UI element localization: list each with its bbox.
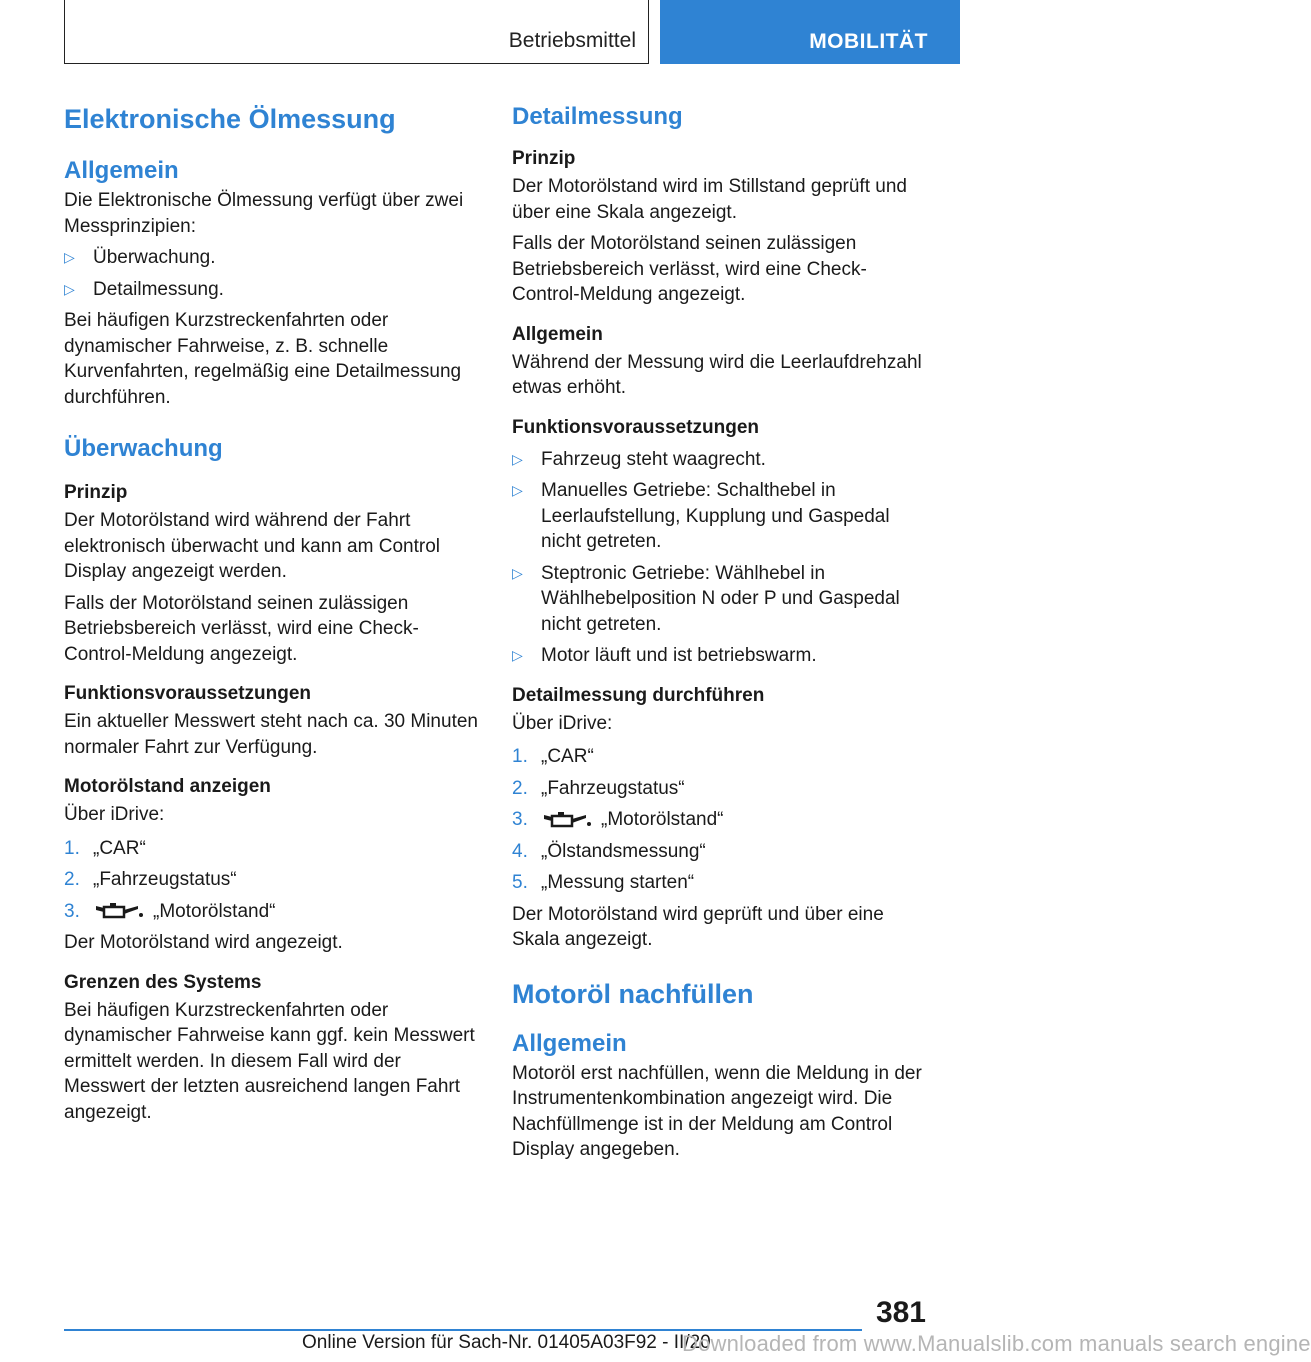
list-steps bbox=[64, 836, 480, 925]
triangle-bullet-icon: ▷ bbox=[512, 482, 523, 498]
title-elektronische-oelmessung: Elektronische Ölmessung bbox=[64, 104, 396, 134]
paragraph-leerlauf: Während der Messung wird die Leerlaufdrehzahl etwas erhöht. bbox=[512, 351, 922, 398]
heading-prinzip: Prinzip bbox=[512, 148, 576, 169]
paragraph-funktion: Ein aktueller Messwert steht nach ca. 30 Minuten normaler Fahrt zur Verfügung. bbox=[64, 711, 478, 758]
list-item: ▷ Überwachung. bbox=[64, 245, 480, 271]
paragraph-grenzen: Bei häufigen Kurzstreckenfahrten oder dynamischer Fahrweise kann ggf. kein Messwert ermittelt werden. In diesem Fall wird der Messwert der letzten ausreichend langen Fahrt angezeigt. bbox=[64, 999, 475, 1123]
list-item: 2. „Fahrzeugstatus“ bbox=[64, 869, 237, 890]
list-item: 4. „Ölstandsmessung“ bbox=[512, 840, 706, 862]
watermark-text: Downloaded from www.Manualslib.com manuals search engine bbox=[682, 1331, 1311, 1356]
list-item: ▷ Steptronic Getriebe: Wählhebel in Wählhebelposition N oder P und Gaspedal nicht getreten. bbox=[512, 562, 900, 635]
heading-prinzip: Prinzip bbox=[64, 482, 128, 503]
heading-allgemein-2: Allgemein bbox=[512, 1029, 627, 1057]
paragraph-angezeigt: Der Motorölstand wird angezeigt. bbox=[64, 932, 343, 953]
paragraph-nachfuellen: Motoröl erst nachfüllen, wenn die Meldung in der Instrumentenkombination angezeigt wird. Die Nachfüllmenge ist in der Meldung am Control Display angegeben. bbox=[512, 1062, 922, 1160]
heading-funktionsvoraussetzungen: Funktionsvoraussetzungen bbox=[64, 683, 312, 704]
header-section-box bbox=[64, 0, 649, 64]
paragraph-idrive: Über iDrive: bbox=[512, 712, 613, 734]
list-prinzipien bbox=[64, 245, 480, 302]
list-steps bbox=[512, 744, 928, 896]
list-bedingungen bbox=[512, 447, 928, 669]
paragraph-prinzip-1: Der Motorölstand wird während der Fahrt elektronisch überwacht und kann am Control Display angezeigt werden. bbox=[64, 510, 440, 582]
heading-allgemein: Allgemein bbox=[512, 323, 603, 345]
paragraph-idrive: Über iDrive: bbox=[64, 804, 165, 825]
chapter-label: MOBILITÄT bbox=[809, 30, 928, 53]
paragraph-messprinzipien: Die Elektronische Ölmessung verfügt über zwei Messprinzipien: bbox=[64, 190, 464, 237]
header-chapter-tab bbox=[660, 0, 960, 64]
list-item: ▷ Manuelles Getriebe: Schalthebel in Leerlaufstellung, Kupplung und Gaspedal nicht getreten. bbox=[512, 480, 890, 552]
triangle-bullet-icon: ▷ bbox=[64, 280, 75, 297]
oil-can-icon bbox=[93, 900, 145, 922]
list-item: 3. „Motorölstand“ bbox=[512, 809, 724, 830]
section-label: Betriebsmittel bbox=[508, 29, 636, 52]
heading-allgemein: Allgemein bbox=[64, 157, 179, 184]
oil-can-icon bbox=[541, 809, 593, 831]
triangle-bullet-icon: ▷ bbox=[512, 647, 523, 663]
list-item: 5. „Messung starten“ bbox=[512, 872, 695, 893]
right-column bbox=[512, 100, 928, 1163]
list-item: 1. „CAR“ bbox=[512, 746, 594, 767]
list-item: 1. „CAR“ bbox=[64, 837, 146, 859]
heading-funktionsvoraussetzungen: Funktionsvoraussetzungen bbox=[512, 416, 760, 438]
title-motoroel-nachfuellen: Motoröl nachfüllen bbox=[512, 978, 754, 1009]
left-column bbox=[64, 100, 480, 1125]
list-item: ▷ Detailmessung. bbox=[64, 277, 480, 303]
heading-detailmessung-durchfuehren: Detailmessung durchführen bbox=[512, 684, 765, 706]
page-number: 381 bbox=[875, 1296, 926, 1329]
paragraph-prinzip-1: Der Motorölstand wird im Stillstand geprüft und über eine Skala angezeigt. bbox=[512, 176, 907, 223]
triangle-bullet-icon: ▷ bbox=[512, 450, 523, 467]
heading-detailmessung: Detailmessung bbox=[512, 103, 683, 130]
paragraph-prinzip-2: Falls der Motorölstand seinen zulässigen Betriebsbereich verlässt, wird eine Check-Control-Meldung angezeigt. bbox=[64, 592, 419, 665]
list-item: 2. „Fahrzeugstatus“ bbox=[512, 777, 685, 799]
online-version-text: Online Version für Sach-Nr. 01405A03F92 - II/20 bbox=[302, 1332, 711, 1353]
list-item: ▷ Motor läuft und ist betriebswarm. bbox=[512, 643, 928, 669]
triangle-bullet-icon: ▷ bbox=[512, 564, 523, 581]
list-item: ▷ Fahrzeug steht waagrecht. bbox=[512, 447, 928, 473]
paragraph-prinzip-2: Falls der Motorölstand seinen zulässigen Betriebsbereich verlässt, wird eine Check-Control-Meldung angezeigt. bbox=[512, 233, 867, 305]
list-item: 3. „Motorölstand“ bbox=[64, 900, 276, 922]
heading-grenzen: Grenzen des Systems bbox=[64, 971, 262, 993]
paragraph-skala: Der Motorölstand wird geprüft und über eine Skala angezeigt. bbox=[512, 903, 884, 950]
triangle-bullet-icon: ▷ bbox=[64, 249, 75, 265]
heading-motoroelstand-anzeigen: Motorölstand anzeigen bbox=[64, 776, 271, 797]
paragraph-hinweis: Bei häufigen Kurzstreckenfahrten oder dynamischer Fahrweise, z. B. schnelle Kurvenfahrten, regelmäßig eine Detailmessung durchführen. bbox=[64, 310, 462, 408]
heading-ueberwachung: Überwachung bbox=[64, 435, 223, 462]
